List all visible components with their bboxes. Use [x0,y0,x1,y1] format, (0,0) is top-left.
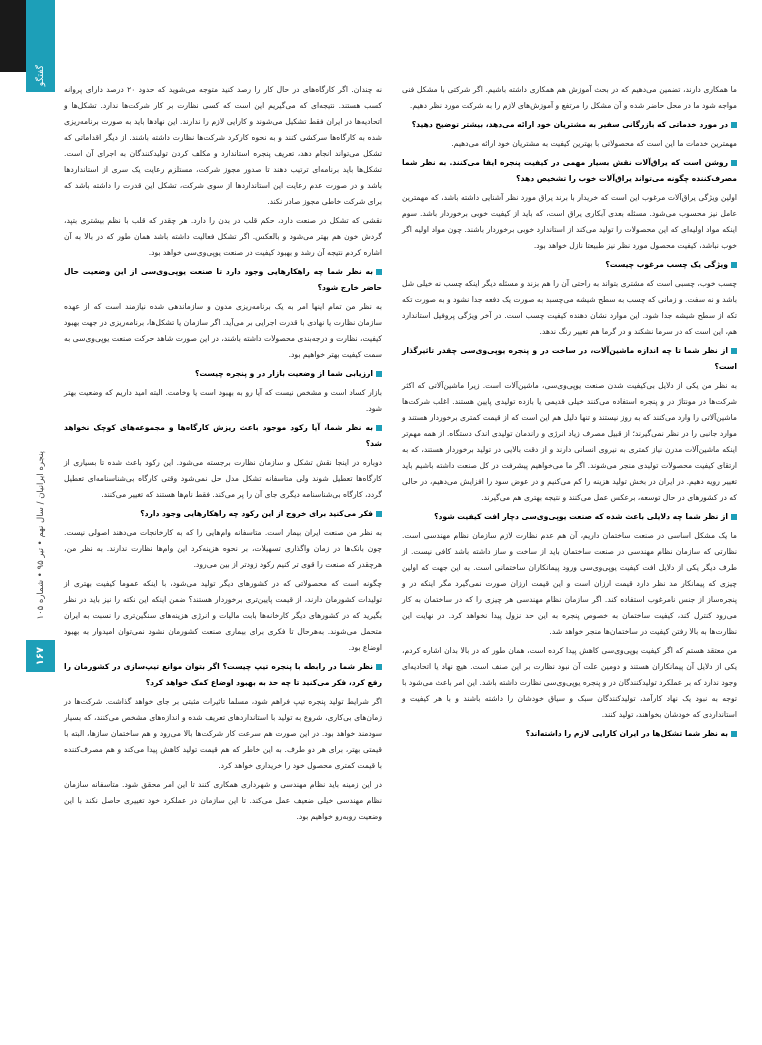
paragraph-text: من معتقد هستم که اگر کیفیت یوپی‌وی‌سی کاهش پیدا کرده است، همان طور که در بالا بدان اشاره کردم، یکی از دلایل آن پیمانکاران هستند و دومین علت آن نبود نظارت بر این صنف است. هیچ نهاد یا اتحادیه‌ای وجود ندارد که بر عملکرد تولیدکنندگان در و پنجره یوپی‌وی‌سی نظارت داشته باشد. این امر باعث می‌شود با توجه به نبود یک نهاد کارآمد، تولیدکنندگان سبک و سیاق خودشان را داشته باشند و با هر کیفیت و استانداردی که خودشان بخواهند، تولید کنند. [402,646,737,719]
answer-paragraph [64,694,382,774]
paragraph-text: به نظر من صنعت ایران بیمار است. متاسفانه وام‌هایی را که به کارخانجات می‌دهند اصولی نیست. چون بانک‌ها در زمان واگذاری تسهیلات، بر نحوه هزینه‌کرد این وام‌ها نظارت ندارند. به نظر من، هرچقدر که صنعت را قوی تر کنیم رکود زودتر از بین می‌رود. [64,528,382,569]
question-paragraph [402,257,737,273]
paragraph-text: به نظر من تمام اینها امر به یک برنامه‌ریزی مدون و سازماندهی شده نیازمند است که از عهده سازمان نظارت یا نهادی با قدرت اجرایی بر می‌آید. اگر سازمان یا تشکل‌ها، برنامه‌ریزی در جهت بهبود کیفیت، نظارت و درجه‌بندی محصولات داشته باشند، در این صورت شاهد حرکت صنعت یوپی‌وی‌سی به سمت کیفیت بهتر خواهیم بود. [64,302,382,359]
paragraph-text: از نظر شما چه دلایلی باعث شده که صنعت یوپی‌وی‌سی دچار افت کیفیت شود؟ [434,512,728,521]
question-bullet-icon [731,262,737,268]
question-bullet-icon [376,664,382,670]
paragraph-text: به نظر من یکی از دلایل بی‌کیفیت شدن صنعت یوپی‌وی‌سی، ماشین‌آلات است. زیرا ماشین‌آلاتی که اکثر شرکت‌ها در مونتاژ در و پنجره استفاده می‌کنند خیلی قدیمی یا بازده تولیدی پایین هستند. اغلب شرکت‌ها ماشین‌آلاتی را وارد می‌کنند که به روز نیستند و تنها دلیل هم این است که از قیمت کمتری برخوردار هستند و موارد جانبی را در نظر نمی‌گیرند؛ از قبیل مصرف زیاد انرژی و راندمان تولیدی اندک دستگاه. از همه مهم‌تر اینکه ماشین‌آلات مدرن نیاز کمتری به نیروی انسانی دارند و از دقت بالایی در تولید برخوردار هستند، که به ارتقای کیفیت محصولات تولیدی منجر می‌شوند. اگر ما می‌خواهیم پیشرفت در کل صنعت داشته باشیم باید تغییر رویه دهیم. در ایران در بخش تولید هزینه را کم می‌کنیم و در عوض سود را افزایش می‌دهیم، در حالی که در کشورهای در حال توسعه، برعکس عمل می‌کنند و نتیجه بهتری هم می‌گیرند. [402,381,737,502]
answer-paragraph [64,777,382,825]
page-number-badge [26,640,55,672]
answer-paragraph [402,190,737,254]
question-paragraph [64,420,382,452]
paragraph-text: اولین ویژگی یراق‌آلات مرغوب این است که خریدار با برند یراق مورد نظر آشنایی داشته باشد، که مهمترین عامل نیز محسوب می‌شود. مسئله بعدی آبکاری یراق است، که باید از کیفیت خوبی برخوردار باشد. سوم اینکه مواد اولیه‌ای که این محصولات را تولید می‌کند از استاندارد خوبی برخوردار باشند. چون مواد اولیه اگر خوب نباشد، کیفیت محصول مورد نظر نیز طبیعتا نازل خواهد بود. [402,193,737,250]
paragraph-text: در مورد خدماتی که بازرگانی سفیر به مشتریان خود ارائه می‌دهد، بیشتر توضیح دهید؟ [411,120,728,129]
question-paragraph [64,506,382,522]
left-text-column [64,82,382,828]
paragraph-text: نظر شما در رابطه با پنجره تیپ چیست؟ اگر بتوان موانع تیپ‌سازی در کشورمان را رفع کرد، فکر می‌کنید تا چه حد به بهبود اوضاع کمک خواهد کرد؟ [64,662,382,687]
question-paragraph [402,155,737,187]
answer-paragraph [402,136,737,152]
question-paragraph [402,343,737,375]
paragraph-text: ارزیابی شما از وضعیت بازار در و پنجره چیست؟ [194,369,373,378]
paragraph-text: به نظر شما، آیا رکود موجود باعث ریزش کارگاه‌ها و مجموعه‌های کوچک نخواهد شد؟ [64,423,382,448]
question-paragraph [64,366,382,382]
answer-paragraph [402,643,737,723]
paragraph-text: ویژگی یک چسب مرغوب چیست؟ [605,260,728,269]
paragraph-text: به نظر شما تشکل‌ها در ایران کارایی لازم را داشته‌اند؟ [525,729,728,738]
paragraph-text: به نظر شما چه راهکارهایی وجود دارد تا صنعت یوپی‌وی‌سی از این وضعیت حال حاضر خارج شود؟ [64,267,382,292]
answer-paragraph [64,213,382,261]
answer-paragraph [402,528,737,640]
paragraph-text: فکر می‌کنید برای خروج از این رکود چه راهکارهایی وجود دارد؟ [140,509,373,518]
paragraph-text: مهمترین خدمات ما این است که محصولاتی با بهترین کیفیت به مشتریان خود ارائه می‌دهیم. [451,139,737,148]
section-tab-label: گفتگو [35,64,46,86]
journal-issue-strip [26,400,55,670]
paragraph-text: از نظر شما تا چه اندازه ماشین‌آلات، در ساخت در و پنجره یوپی‌وی‌سی چقدر تاثیرگذار است؟ [402,346,737,371]
paragraph-text: ما یک مشکل اساسی در صنعت ساختمان داریم، آن هم عدم نظارت لازم سازمان نظام مهندسی است. نظارتی که سازمان نظام مهندسی در صنعت ساختمان باید از ساخت و ساز داشته باشد کافی نیست. از طرف دیگر یکی از دلایل افت کیفیت یوپی‌وی‌سی ورود پیمانکاران ساختمانی است. به این جهت که اولین چیزی که پیمانکار مد نظر دارد قیمت ارزان است و این قیمت ارزان صورت نمی‌گیرد مگر اینکه در و پنجره‌ساز از جنس نامرغوب استفاده کند. اگر سازمان نظام مهندسی هر چیزی را که در ساختمان به کار می‌رود کنترل کند، کیفیت ساختمان به خصوص پنجره به این حد نزول پیدا نخواهد کرد. در نهایت این نظارت‌ها به بالا رفتن کیفیت در ساختمان‌ها منجر خواهد شد. [402,531,737,636]
question-bullet-icon [731,122,737,128]
answer-paragraph [402,82,737,114]
answer-paragraph [64,82,382,210]
paragraph-text: نه چندان. اگر کارگاه‌های در حال کار را رصد کنید متوجه می‌شوید که حدود ۲۰ درصد دارای پروانه کسب هستند. نتیجه‌ای که می‌گیریم این است که کسی نظارت بر کار شرکت‌ها ندارد. تشکل‌ها و اتحادیه‌ها در ایران فقط تشکیل می‌شوند و کارایی لازم را ندارند. این نهادها باید به صورت برنامه‌ریزی شده به کارگاه‌ها سرکشی کنند و به نحوه کارکرد شرکت‌ها نظارت داشته باشند. از دیگر اقداماتی که تشکل می‌تواند انجام دهد، تعریف پنجره استاندارد و مکلف کردن تولیدکنندگان به اجرای آن است. تشکل‌ها باید برنامه‌ای ترتیب دهند تا صدور مجوز شرکت، مستلزم رعایت یک سری از استانداردها باشد و در صورت عدم رعایت این استانداردها از سوی شرکت، تشکل این قدرت را داشته باشد که برای شرکت خاطی مجوز صادر نکند. [64,85,382,206]
question-bullet-icon [376,511,382,517]
answer-paragraph [402,378,737,506]
question-bullet-icon [731,160,737,166]
answer-paragraph [64,525,382,573]
question-paragraph [64,264,382,296]
paragraph-text: چگونه است که محصولاتی که در کشورهای دیگر تولید می‌شود، با اینکه عموما کیفیت بهتری از تولیدات کشورمان دارند، از قیمت پایین‌تری برخوردار هستند؟ ضمن اینکه این نکته را نیز باید در نظر بگیرید که در کشورهای دیگر کارخانه‌ها بابت مالیات و انرژی هزینه‌های سنگین‌تری را نسبت به ایران متحمل می‌شوند. به‌هرحال تا فکری برای بیماری صنعت کشورمان نشود نمی‌توان امیدوار به بهبود اوضاع بود. [64,579,382,652]
answer-paragraph [64,455,382,503]
question-paragraph [402,117,737,133]
question-bullet-icon [731,514,737,520]
paragraph-text: نقشی که تشکل در صنعت دارد، حکم قلب در بدن را دارد. هر چقدر که قلب با نظم بیشتری بتپد، گردش خون هم بهتر می‌شود و بالعکس. اگر تشکل فعالیت داشته باشد همان طور که در بالا به آن اشاره کردم نتیجه آن رشد و بهبود کیفیت در صنعت یوپی‌وی‌سی خواهد بود. [64,216,382,257]
question-bullet-icon [731,348,737,354]
answer-paragraph [64,385,382,417]
right-text-column [402,82,737,745]
paragraph-text: اگر شرایط تولید پنجره تیپ فراهم شود، مسلما تاثیرات مثبتی بر جای خواهد گذاشت. شرکت‌ها در زمان‌های بی‌کاری، شروع به تولید با استانداردهای تعریف شده و اندازه‌های مشخص می‌کنند، که بسیار سودمند خواهد بود. در این صورت هم سرعت کار شرکت‌ها بالا می‌رود و هم ساختمان سازها، البته با قیمتی بهتر، برای هر دو طرف. به این خاطر که هم قیمت تولید کاهش پیدا می‌کند و هم مصرف‌کننده با قیمت کمتری محصول خود را خریداری خواهد کرد. [64,697,382,770]
page-number: ۱۶۷ [35,646,46,666]
question-paragraph [402,726,737,742]
question-bullet-icon [376,269,382,275]
paragraph-text: دوباره در اینجا نقش تشکل و سازمان نظارت برجسته می‌شود. این رکود باعث شده تا بسیاری از کارگاه‌ها تعطیل شوند ولی متاسفانه تشکل مدل حل نمی‌شود وقتی کارگاه بی‌شناسنامه‌ای تعطیل گردد، کارگاه بی‌شناسنامه دیگری جای آن را پر می‌کند. فقط نام‌ها هستند که تغییر می‌کنند. [64,458,382,499]
question-bullet-icon [376,371,382,377]
paragraph-text: در این زمینه باید نظام مهندسی و شهرداری همکاری کنند تا این امر محقق شود. متاسفانه سازمان نظام مهندسی خیلی ضعیف عمل می‌کند. تا این سازمان در عملکرد خود تغییری حاصل نکند با این وضعیت روبه‌رو خواهیم بود. [64,780,382,821]
section-tab [26,0,55,92]
question-bullet-icon [731,731,737,737]
journal-issue-label: پنجره ایرانیان / سال نهم • تیر ۹۵ • شماره ۱۰۵ [35,450,46,620]
answer-paragraph [64,576,382,656]
answer-paragraph [64,299,382,363]
corner-black-block [0,0,26,72]
question-bullet-icon [376,425,382,431]
answer-paragraph [402,276,737,340]
question-paragraph [402,509,737,525]
paragraph-text: بازار کساد است و مشخص نیست که آیا رو به بهبود است یا وخامت. البته امید داریم که وضعیت بهتر شود. [64,388,382,413]
paragraph-text: چسب خوب، چسبی است که مشتری بتواند به راحتی آن را هم بزند و مسئله دیگر اینکه چسب نه خیلی شل باشد و نه سفت. و زمانی که چسب به سطح شیشه می‌چسبد به صورت یک دفعه جدا نشود و به صورت تکه تکه از سطح شیشه جدا شود. این موارد نشان دهنده کیفیت چسب است. در آخر ویژگی پروفیل استاندارد هم، این است که در سرما نشکند و در گرما هم تغییر رنگ ندهد. [402,279,737,336]
question-paragraph [64,659,382,691]
paragraph-text: ما همکاری دارند، تضمین می‌دهیم که در بحث آموزش هم همکاری داشته باشیم. اگر شرکتی با مشکل فنی مواجه شود ما در محل حاضر شده و آن مشکل را مرتفع و آموزش‌های لازم را به شرکت مورد نظر دهیم. [402,85,737,110]
paragraph-text: روشن است که یراق‌آلات نقش بسیار مهمی در کیفیت پنجره ایفا می‌کنند. به نظر شما مصرف‌کننده چگونه می‌تواند یراق‌آلات خوب را تشخیص دهد؟ [402,158,737,183]
